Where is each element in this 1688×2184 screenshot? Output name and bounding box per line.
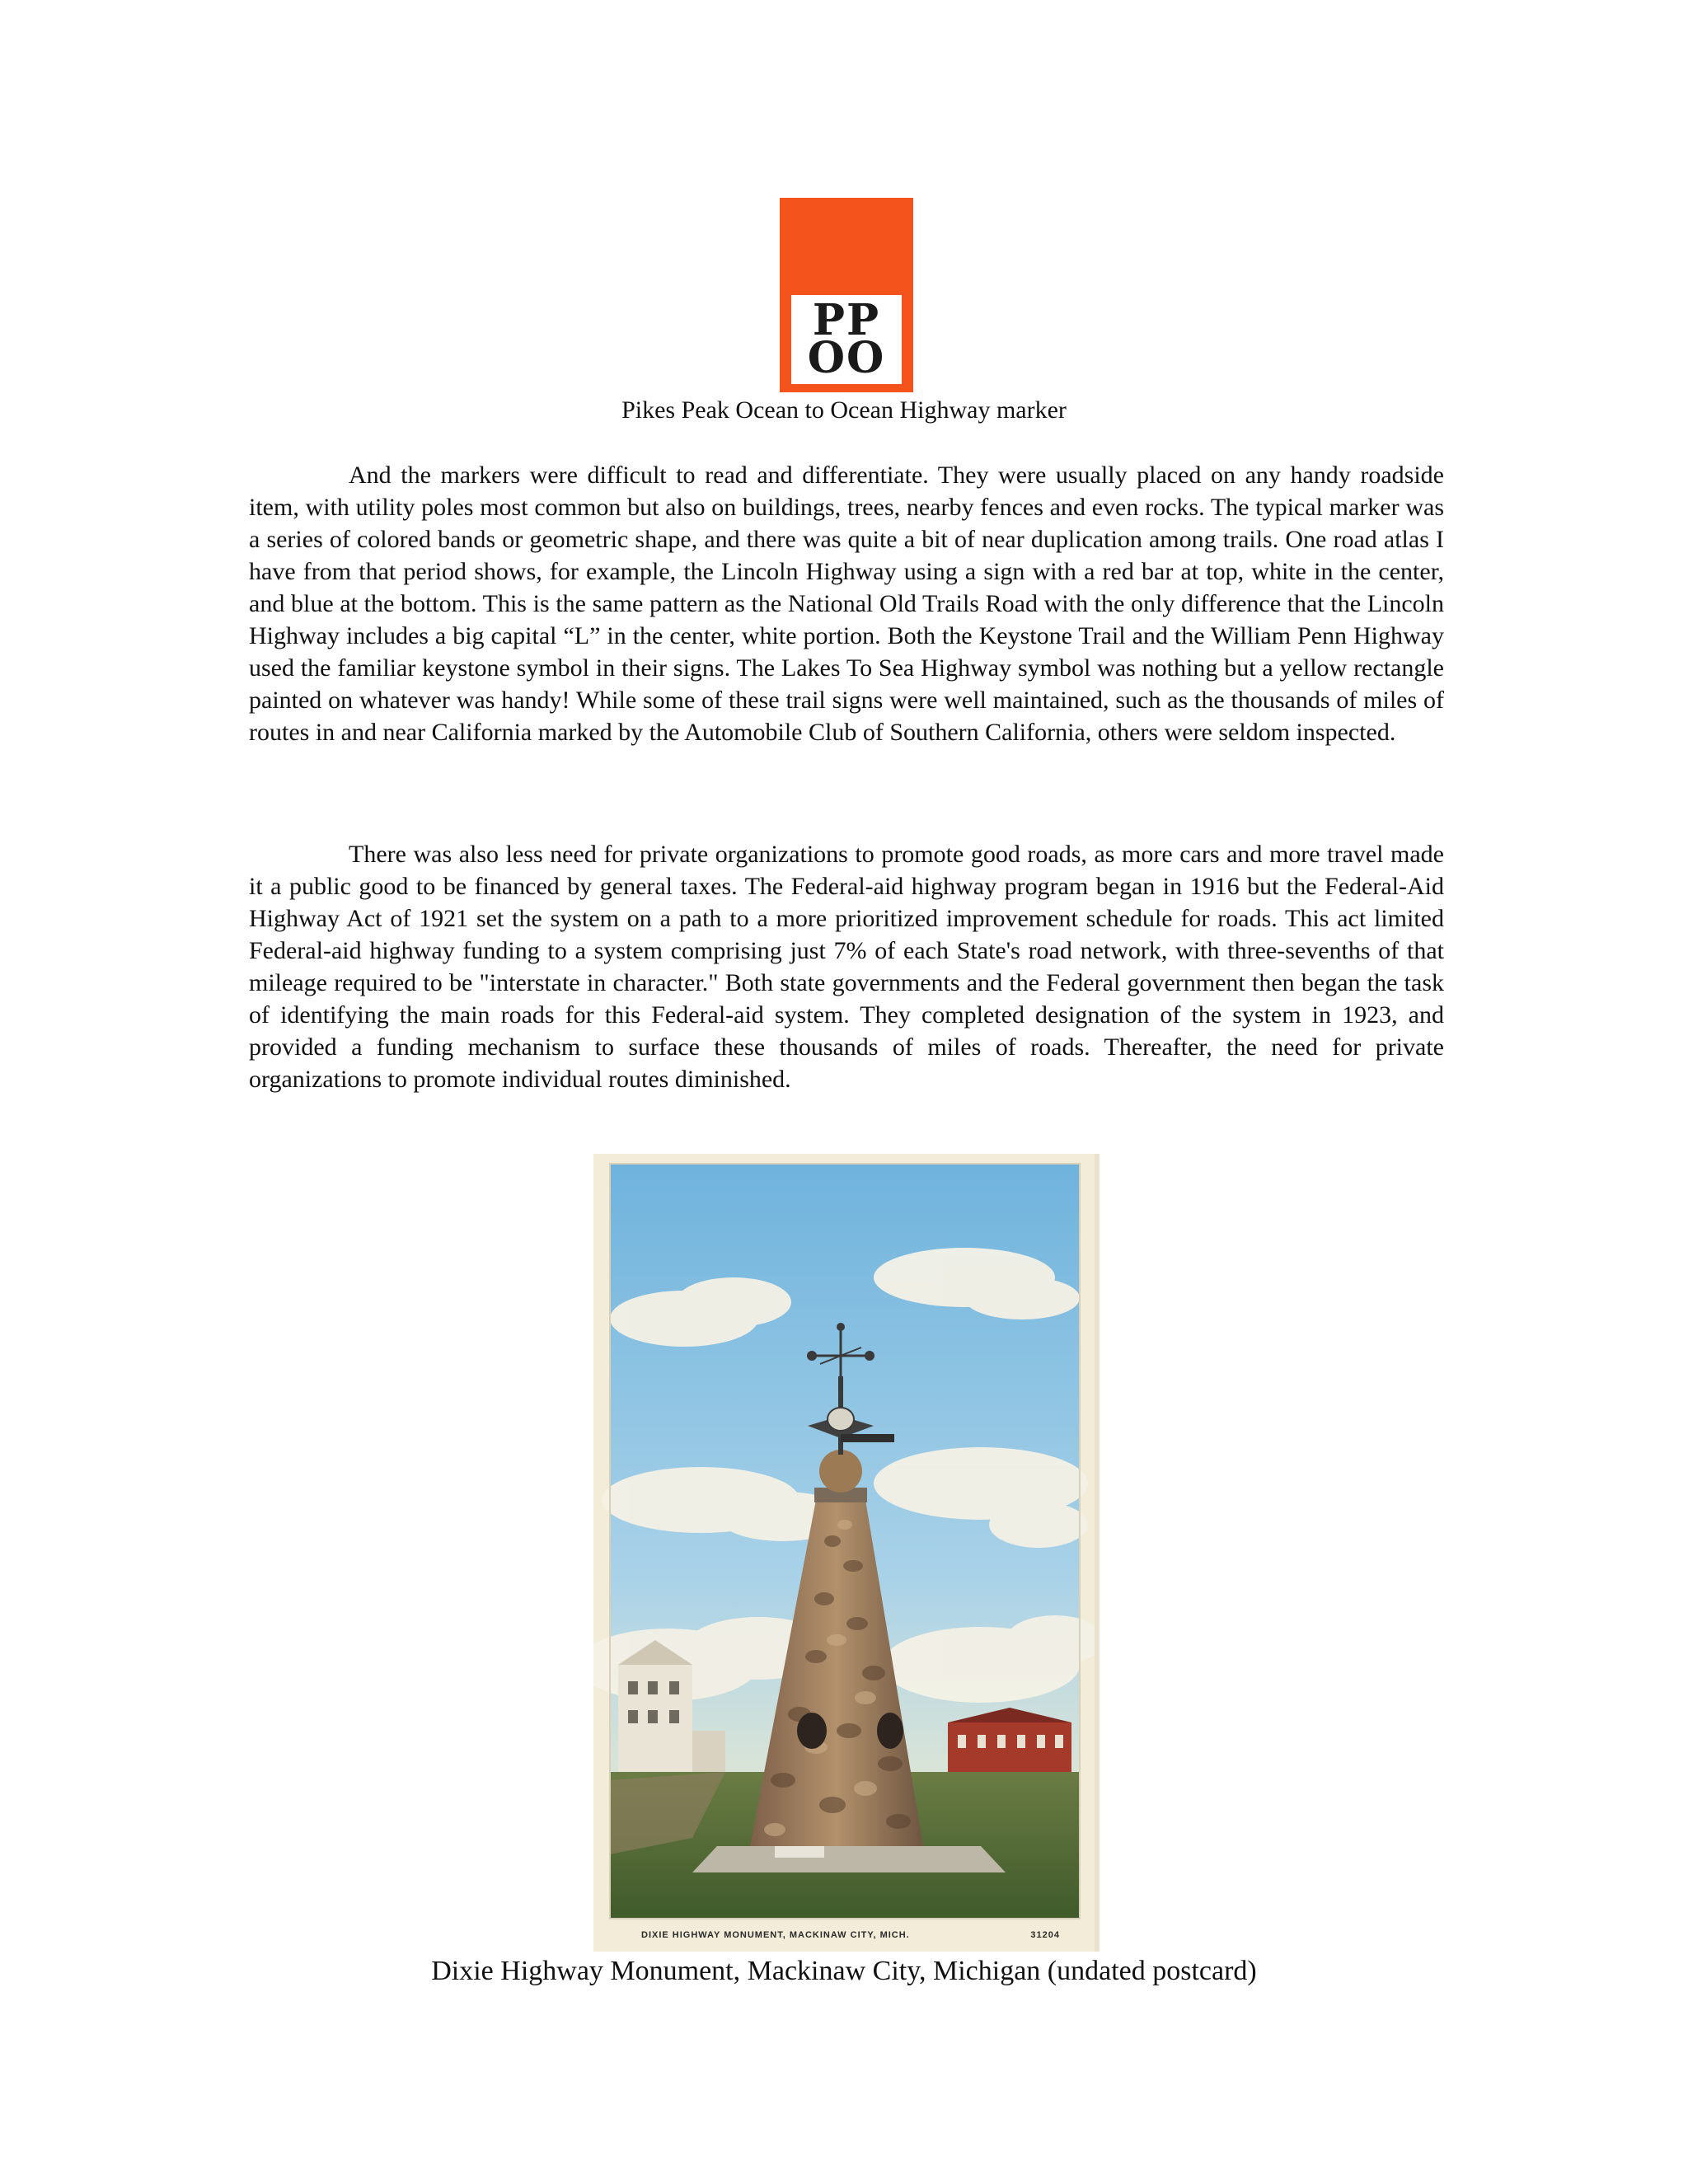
marker-letters-top: PP xyxy=(812,295,881,345)
monument-base xyxy=(692,1846,1006,1872)
postcard-printed-caption: DIXIE HIGHWAY MONUMENT, MACKINAW CITY, MICH. xyxy=(641,1930,910,1940)
ppoo-highway-marker-icon xyxy=(780,198,913,392)
right-building xyxy=(948,1722,1071,1780)
postcard-printed-number: 31204 xyxy=(1030,1930,1060,1940)
monument-opening-right xyxy=(877,1713,903,1749)
figure-caption-marker: Pikes Peak Ocean to Ocean Highway marker xyxy=(621,396,1067,424)
monument-opening-left xyxy=(797,1713,827,1749)
marker-letters-bottom: OO xyxy=(807,333,886,383)
monument-finial xyxy=(819,1450,862,1493)
postcard-printed-label xyxy=(617,1929,1078,1942)
body-paragraph-2: There was also less need for private organizations to promote good roads, as more cars and more travel made it a public good to be financed by general taxes. The Federal-aid highway program began in 1916 but the Federal-Aid Highway Act of 1921 set the system on a path to a more prioritized improvement schedule for roads. This act limited Federal-aid highway funding to a system comprising just 7% of each State's road network, with three-sevenths of that mileage required to be "interstate in character." Both state governments and the Federal government then began the task of identifying the main roads for this Federal-aid system. They completed designation of the system in 1923, and provided a funding mechanism to surface these thousands of miles of roads. Thereafter, the need for private organizations to promote individual routes diminished. xyxy=(249,841,1444,1093)
marker-panel xyxy=(791,295,902,384)
body-paragraph-1: And the markers were difficult to read and differentiate. They were usually placed on any handy roadside item, with utility poles most common but also on buildings, trees, nearby fences and even rocks. The typical marker was a series of colored bands or geometric shape, and there was quite a bit of near duplication among trails. One road atlas I have from that period shows, for example, the Lincoln Highway using a sign with a red bar at top, white in the center, and blue at the bottom. This is the same pattern as the National Old Trails Road with the only difference that the Lincoln Highway includes a big capital “L” in the center, white portion. Both the Keystone Trail and the William Penn Highway used the familiar keystone symbol in their signs. The Lakes To Sea Highway symbol was nothing but a yellow rectangle painted on whatever was handy! While some of these trail signs were well maintained, such as the thousands of miles of routes in and near California marked by the Automobile Club of Southern California, others were seldom inspected. xyxy=(249,462,1444,746)
figure-caption-postcard: Dixie Highway Monument, Mackinaw City, Michigan (undated postcard) xyxy=(431,1956,1257,1986)
postcard-illustration xyxy=(593,1154,1095,1952)
dixie-highway-postcard-image xyxy=(593,1154,1100,1952)
